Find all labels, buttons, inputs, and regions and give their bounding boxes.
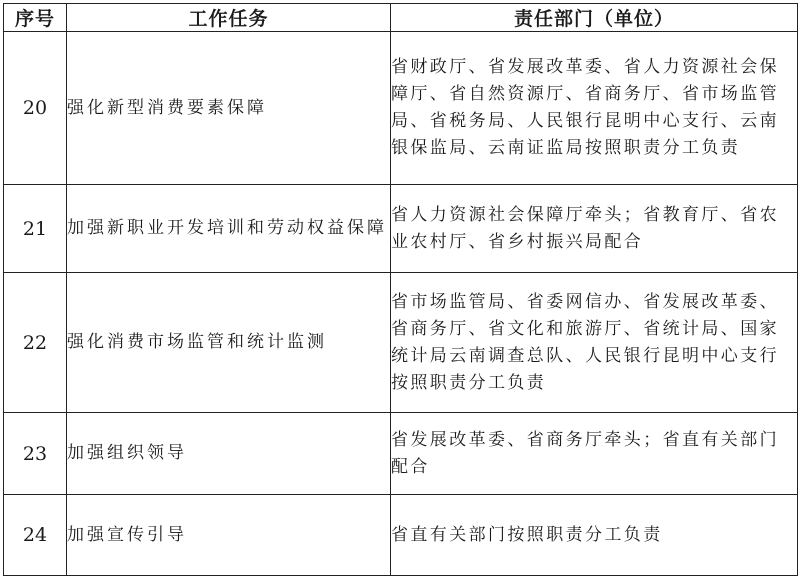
header-serial-number: 序号 [4, 4, 67, 32]
table-row [4, 273, 798, 413]
table-row [4, 495, 798, 576]
responsible-dept: 省发展改革委、省商务厅牵头；省直有关部门配合 [391, 413, 798, 495]
responsible-dept: 省财政厅、省发展改革委、省人力资源社会保障厅、省自然资源厅、省商务厅、省市场监管局、省税务局、人民银行昆明中心支行、云南银保监局、云南证监局按照职责分工负责 [391, 32, 798, 185]
table-row [4, 185, 798, 273]
serial-number: 23 [4, 413, 67, 495]
responsible-dept: 省市场监管局、省委网信办、省发展改革委、省商务厅、省文化和旅游厅、省统计局、国家统计局云南调查总队、人民银行昆明中心支行按照职责分工负责 [391, 273, 798, 413]
serial-number: 21 [4, 185, 67, 273]
table-row [4, 32, 798, 185]
table-row [4, 413, 798, 495]
work-task: 加强宣传引导 [67, 495, 391, 576]
responsible-dept: 省直有关部门按照职责分工负责 [391, 495, 798, 576]
header-work-task: 工作任务 [67, 4, 391, 32]
responsible-dept: 省人力资源社会保障厅牵头；省教育厅、省农业农村厅、省乡村振兴局配合 [391, 185, 798, 273]
header-responsible-dept: 责任部门（单位） [391, 4, 798, 32]
work-task: 加强新职业开发培训和劳动权益保障 [67, 185, 391, 273]
table-header-row [4, 4, 798, 32]
work-task: 加强组织领导 [67, 413, 391, 495]
serial-number: 22 [4, 273, 67, 413]
serial-number: 24 [4, 495, 67, 576]
serial-number: 20 [4, 32, 67, 185]
work-task: 强化消费市场监管和统计监测 [67, 273, 391, 413]
work-task: 强化新型消费要素保障 [67, 32, 391, 185]
responsibility-table [3, 3, 798, 576]
